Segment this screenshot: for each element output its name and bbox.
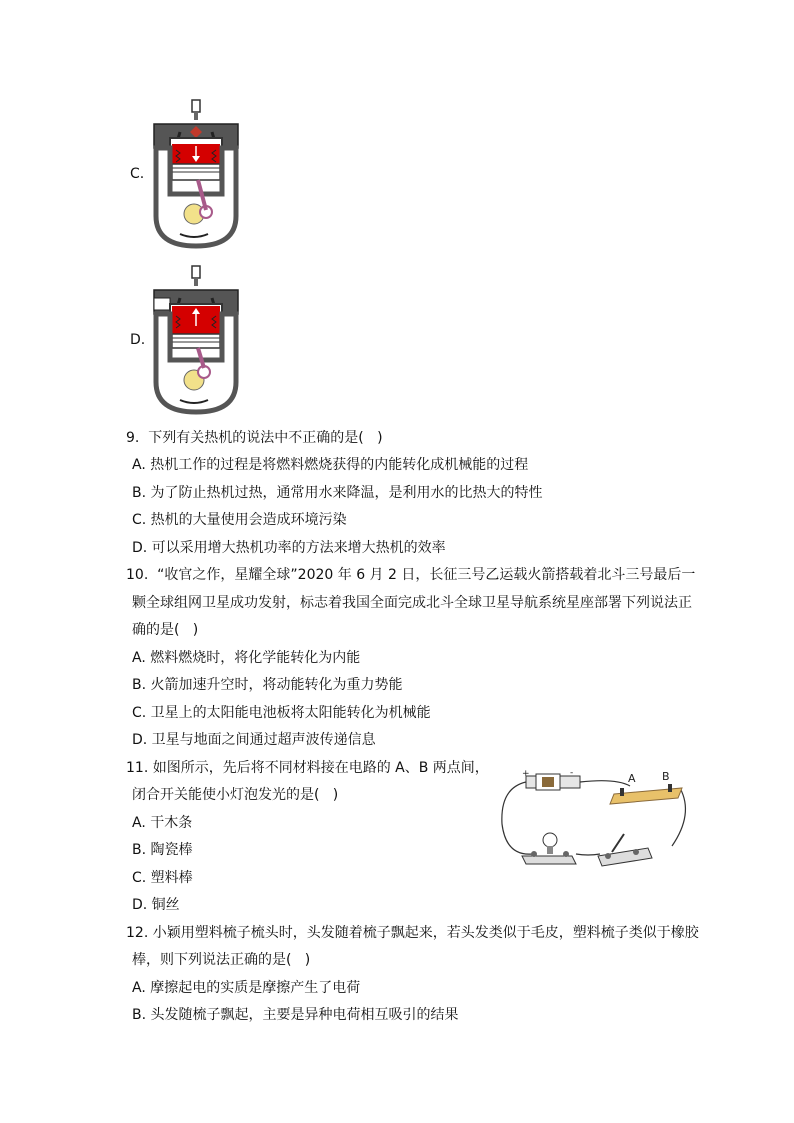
q12-option-b: B. 头发随梳子飘起，主要是异种电荷相互吸引的结果 <box>132 1007 459 1023</box>
option-c-label: C. <box>130 166 145 182</box>
q9-stem: 9. 下列有关热机的说法中不正确的是( ) <box>126 430 383 446</box>
q10-stem-line-3: 确的是( ) <box>132 622 199 638</box>
q11-option-b: B. 陶瓷棒 <box>132 842 193 858</box>
q11-stem-line-1: 11. 如图所示，先后将不同材料接在电路的 A、B 两点间， <box>126 760 489 776</box>
q10-option-b: B. 火箭加速升空时，将动能转化为重力势能 <box>132 677 403 693</box>
q12-stem-line-2: 棒，则下列说法正确的是( ) <box>132 952 311 968</box>
engine-diagram-c <box>150 98 242 250</box>
point-b-label: B <box>662 770 670 783</box>
battery-minus-sign: - <box>570 768 574 778</box>
q11-option-d: D. 铜丝 <box>132 897 180 913</box>
q12-stem-line-1: 12. 小颖用塑料梳子梳头时，头发随着梳子飘起来，若头发类似于毛皮，塑料梳子类似于橡胶 <box>126 925 699 941</box>
q9-option-a: A. 热机工作的过程是将燃料燃烧获得的内能转化成机械能的过程 <box>132 457 529 473</box>
engine-diagram-d <box>150 264 242 416</box>
point-a-label: A <box>628 772 636 785</box>
q10-option-a: A. 燃料燃烧时，将化学能转化为内能 <box>132 650 361 666</box>
q11-option-c: C. 塑料棒 <box>132 870 193 886</box>
q10-stem-line-2: 颗全球组网卫星成功发射，标志着我国全面完成北斗全球卫星导航系统星座部署下列说法正 <box>132 595 692 611</box>
q10-option-c: C. 卫星上的太阳能电池板将太阳能转化为机械能 <box>132 705 431 721</box>
q11-stem-line-2: 闭合开关能使小灯泡发光的是( ) <box>132 787 339 803</box>
battery-plus-sign: + <box>522 769 530 779</box>
option-d-label: D. <box>130 332 146 348</box>
q9-option-d: D. 可以采用增大热机功率的方法来增大热机的效率 <box>132 540 446 556</box>
q12-option-a: A. 摩擦起电的实质是摩擦产生了电荷 <box>132 980 361 996</box>
q10-stem-line-1: 10. “收官之作，星耀全球”2020 年 6 月 2 日，长征三号乙运载火箭搭载着北斗三号最后一 <box>126 567 696 583</box>
q9-option-b: B. 为了防止热机过热，通常用水来降温，是利用水的比热大的特性 <box>132 485 543 501</box>
circuit-diagram <box>496 764 696 878</box>
q11-option-a: A. 干木条 <box>132 815 193 831</box>
q10-option-d: D. 卫星与地面之间通过超声波传递信息 <box>132 732 376 748</box>
q9-option-c: C. 热机的大量使用会造成环境污染 <box>132 512 347 528</box>
